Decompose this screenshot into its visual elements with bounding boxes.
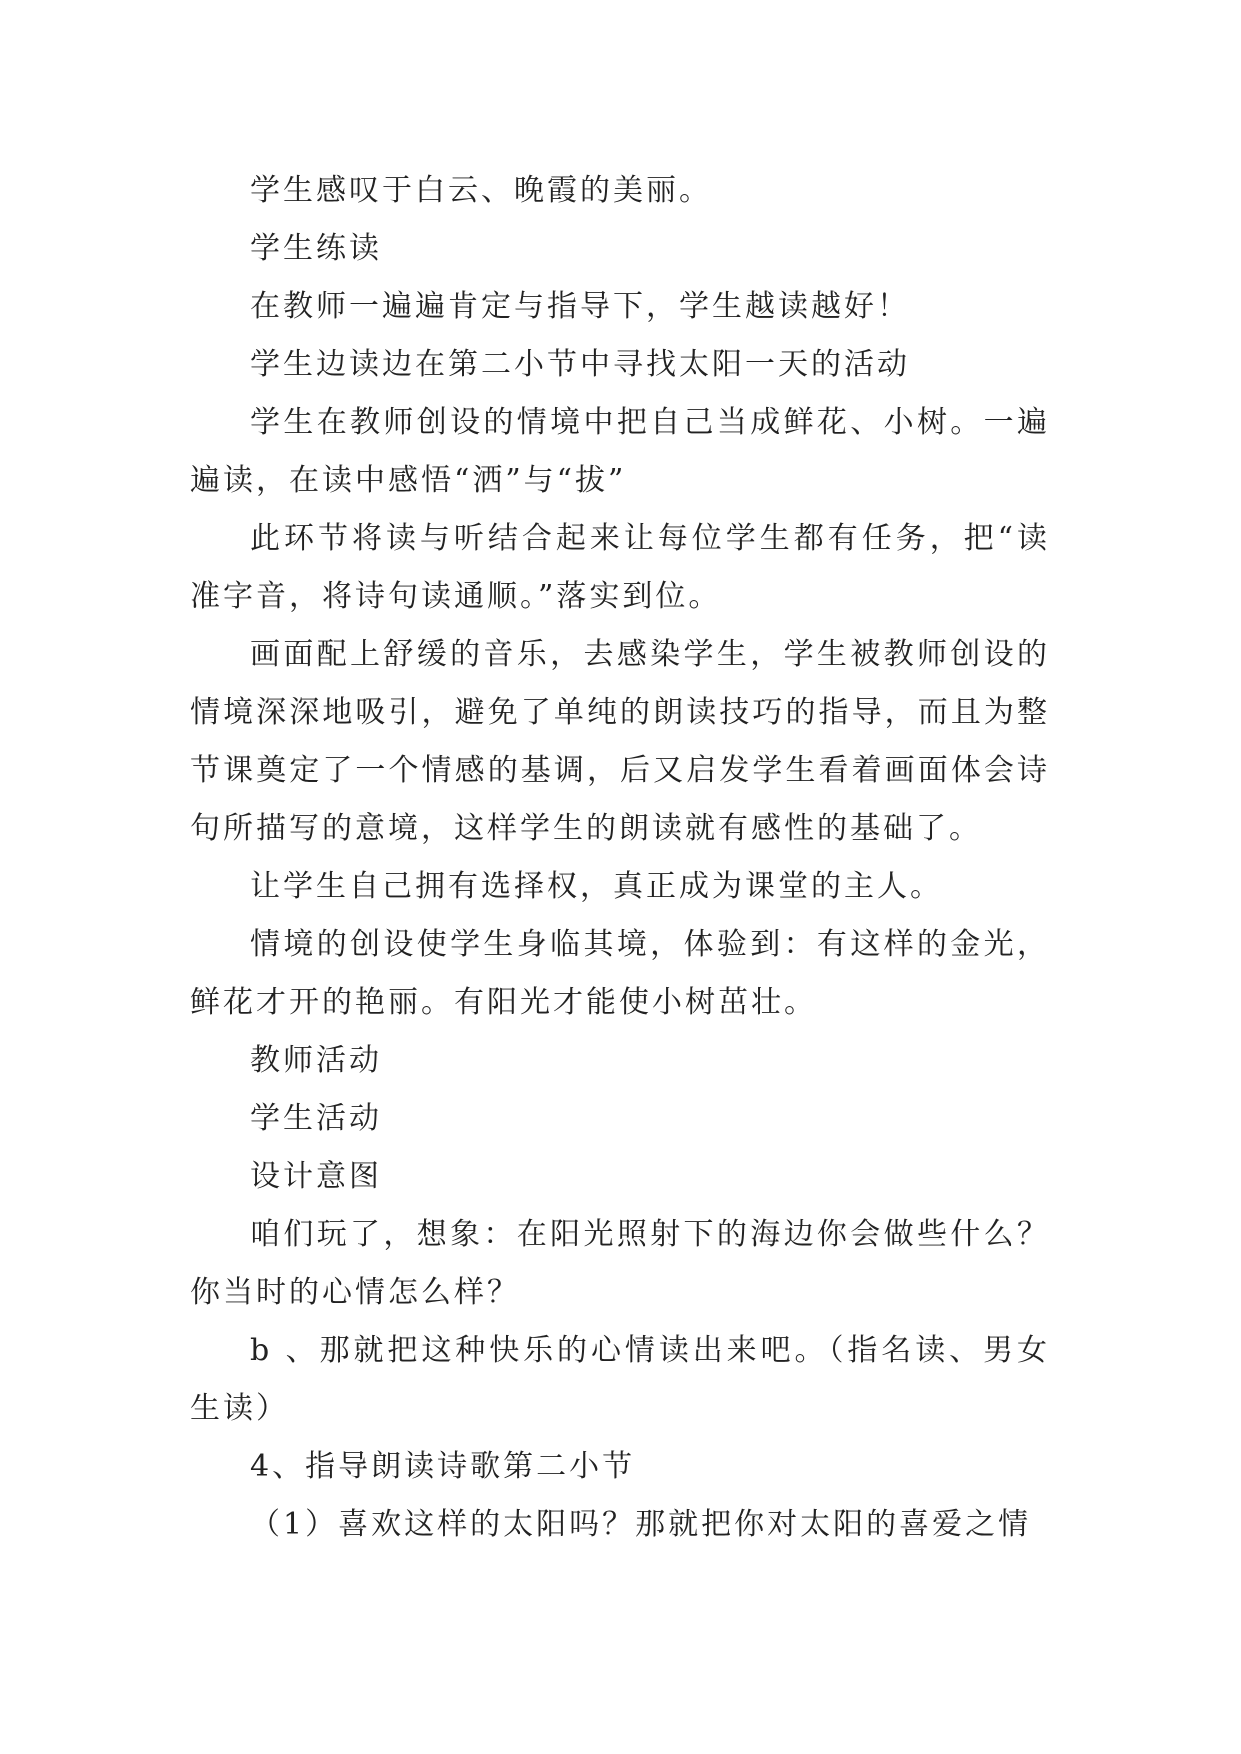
paragraph-12: 设计意图	[250, 1159, 382, 1194]
paragraph-8: 让学生自己拥有选择权，真正成为课堂的主人。	[250, 869, 943, 904]
document-body	[190, 162, 1050, 1554]
paragraph-2: 学生练读	[250, 231, 382, 266]
paragraph-9: 情境的创设使学生身临其境，体验到：有这样的金光，鲜花才开的艳丽。有阳光才能使小树茁壮。	[190, 927, 1050, 1020]
paragraph-13: 咱们玩了，想象：在阳光照射下的海边你会做些什么？你当时的心情怎么样？	[190, 1217, 1050, 1310]
paragraph-14: b 、那就把这种快乐的心情读出来吧。（指名读、男女生读）	[190, 1333, 1050, 1426]
paragraph-5: 学生在教师创设的情境中把自己当成鲜花、小树。一遍遍读，在读中感悟“洒”与“拔”	[190, 405, 1050, 498]
paragraph-11: 学生活动	[250, 1101, 382, 1136]
paragraph-1: 学生感叹于白云、晚霞的美丽。	[250, 173, 712, 208]
paragraph-6: 此环节将读与听结合起来让每位学生都有任务，把“读准字音，将诗句读通顺。”落实到位。	[190, 521, 1050, 614]
paragraph-16: （1）喜欢这样的太阳吗？那就把你对太阳的喜爱之情	[250, 1507, 1032, 1542]
paragraph-10: 教师活动	[250, 1043, 382, 1078]
paragraph-15: 4、指导朗读诗歌第二小节	[250, 1449, 636, 1484]
paragraph-4: 学生边读边在第二小节中寻找太阳一天的活动	[250, 347, 910, 382]
paragraph-3: 在教师一遍遍肯定与指导下，学生越读越好！	[250, 289, 910, 324]
paragraph-7: 画面配上舒缓的音乐，去感染学生，学生被教师创设的情境深深地吸引，避免了单纯的朗读技巧的指导，而且为整节课奠定了一个情感的基调，后又启发学生看着画面体会诗句所描写的意境，这样学生的朗读就有感性的基础了。	[190, 637, 1050, 846]
